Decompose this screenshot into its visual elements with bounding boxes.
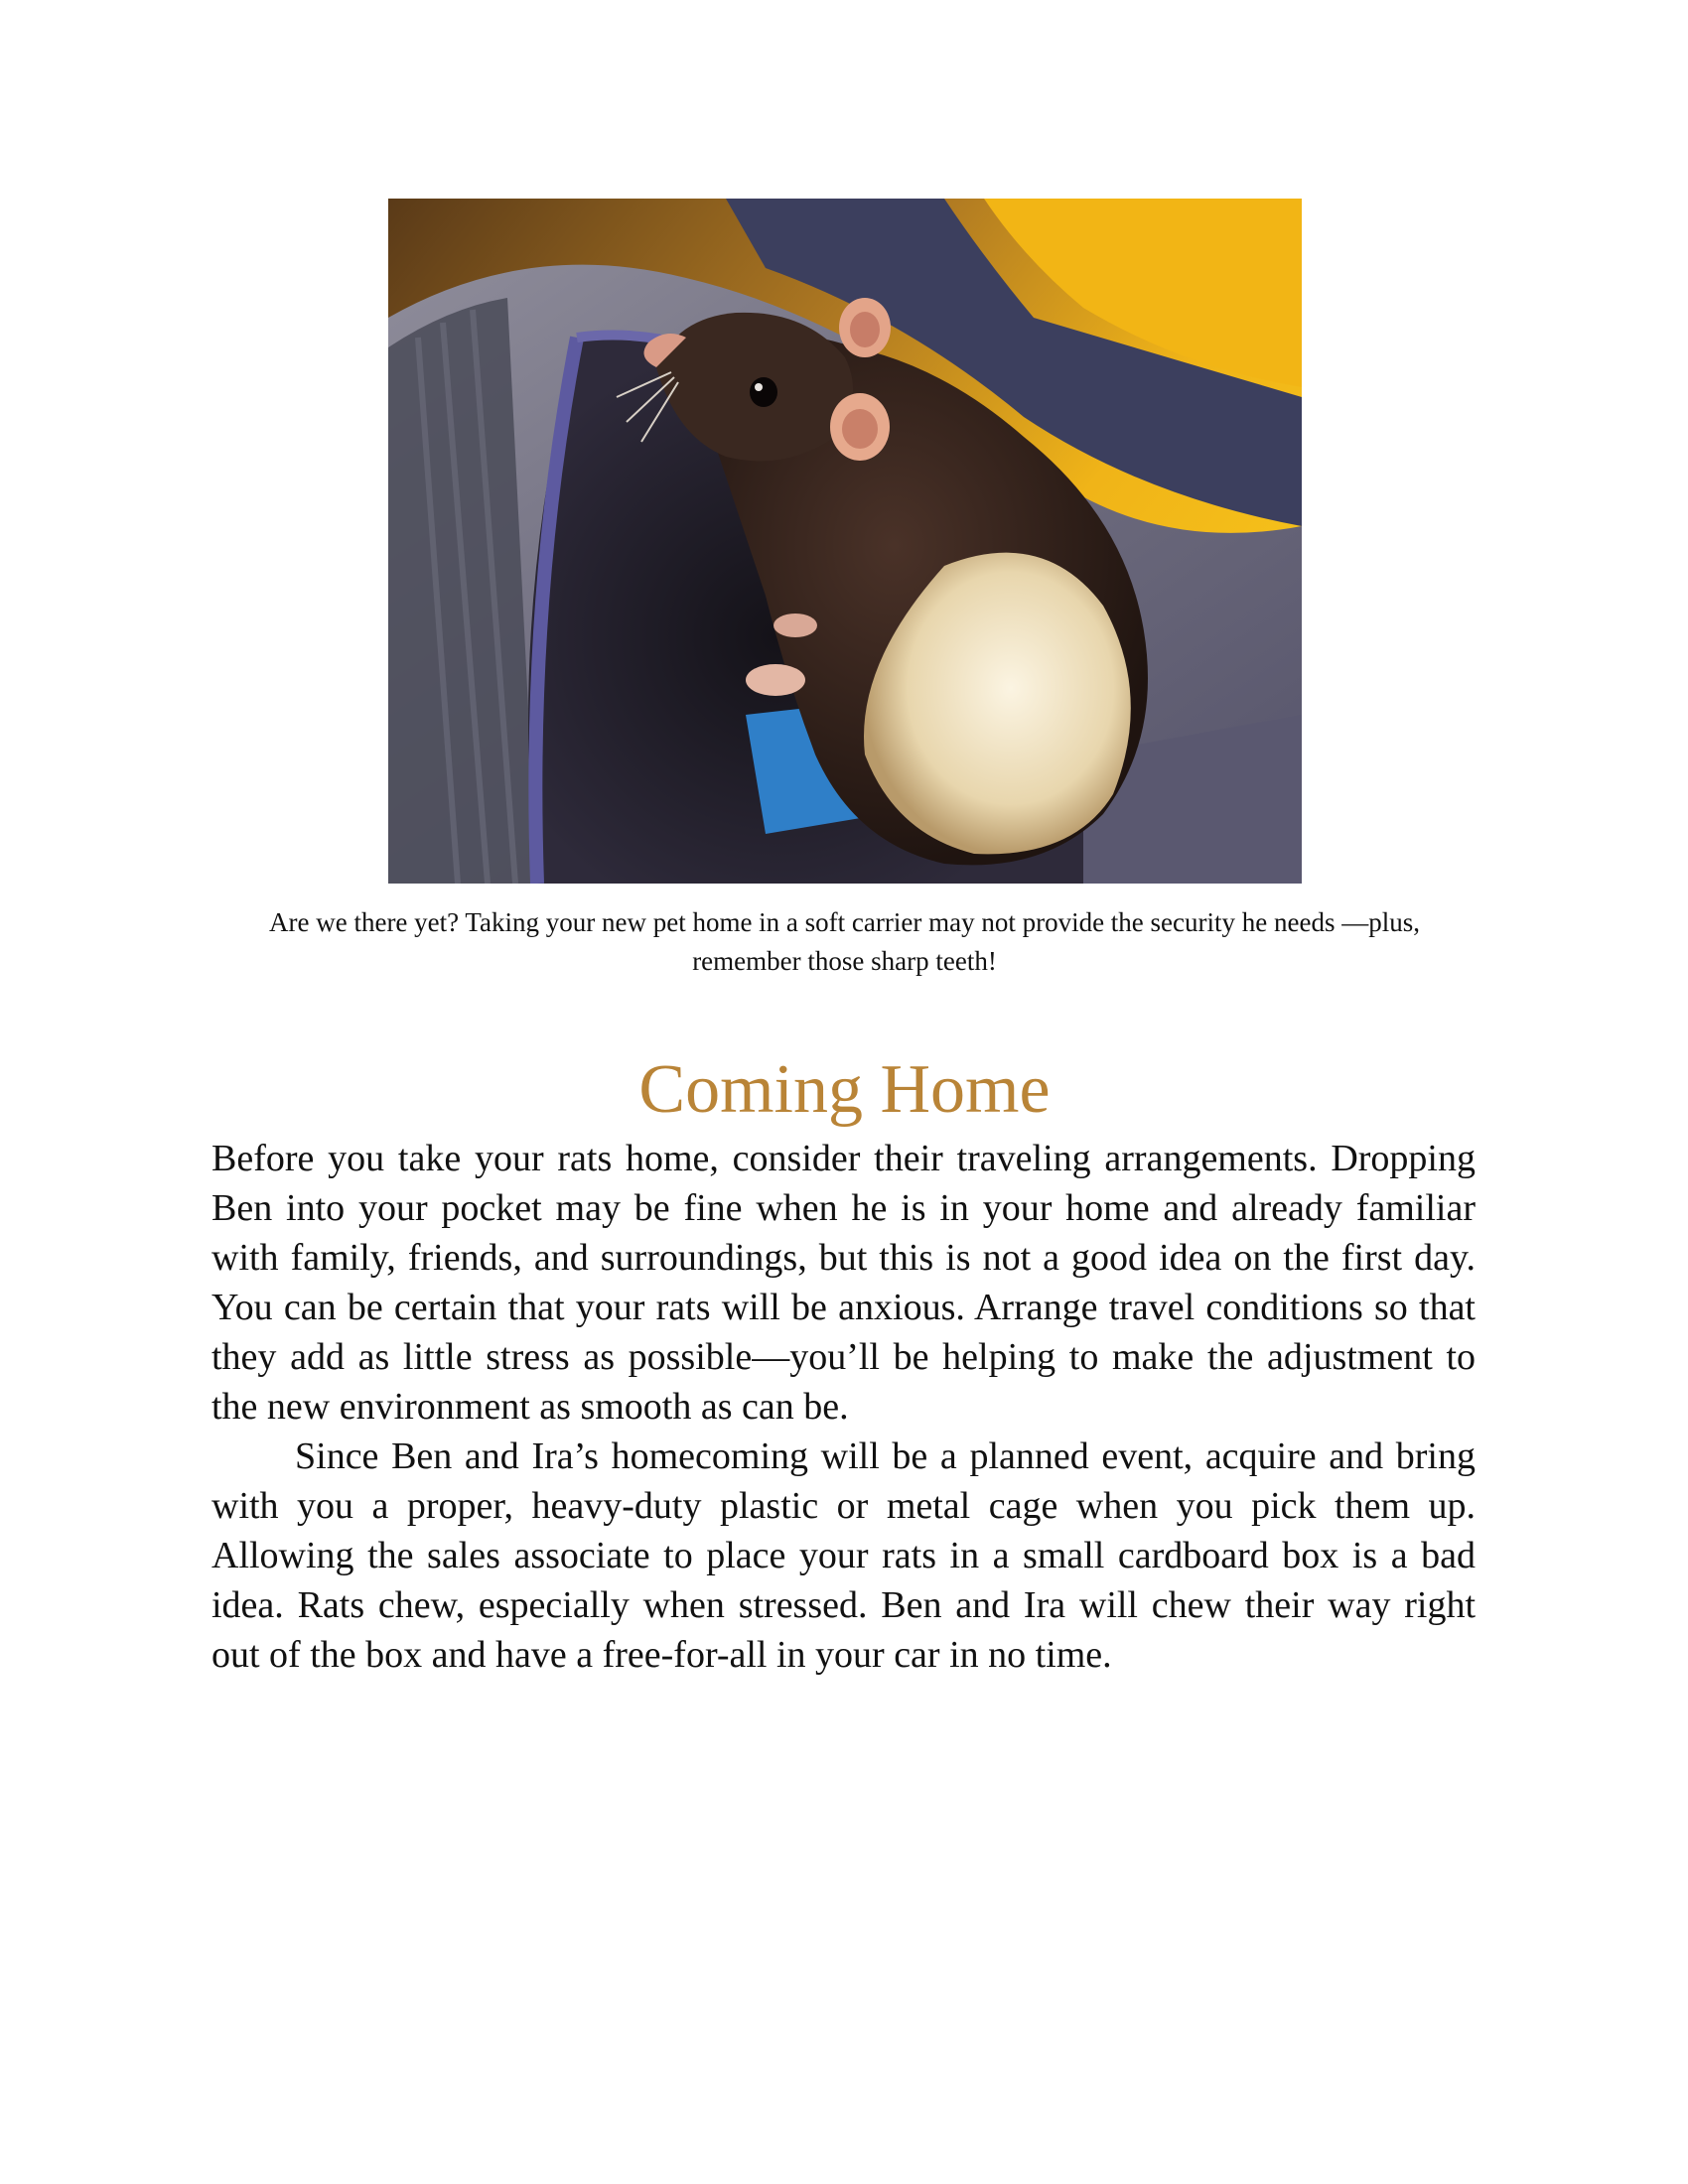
section-body (211, 1134, 1476, 1680)
rat-carrier-photo (388, 199, 1302, 884)
photo-caption: Are we there yet? Taking your new pet home in a soft carrier may not provide the security he needs —plus, remember those sharp teeth! (269, 907, 1420, 976)
paragraph: Before you take your rats home, consider their traveling arrangements. Dropping Ben into your pocket may be fine when he is in your home and already familiar with family, friends, and surroundings, but this is not a good idea on the first day. You can be certain that your rats will be anxious. Arrange travel conditions so that they add as little stress as possible—you’ll be helping to make the adjustment to the new environment as smooth as can be. (211, 1138, 1476, 1428)
paragraph: Since Ben and Ira’s homecoming will be a planned event, acquire and bring with you a proper, heavy-duty plastic or metal cage when you pick them up. Allowing the sales associate to place your rats in a small cardboard box is a bad idea. Rats chew, especially when stressed. Ben and Ira will chew their way right out of the box and have a free-for-all in your car in no time. (211, 1435, 1476, 1676)
rat-in-pet-carrier-photo-icon (388, 199, 1302, 884)
section-heading: Coming Home (638, 1051, 1051, 1128)
